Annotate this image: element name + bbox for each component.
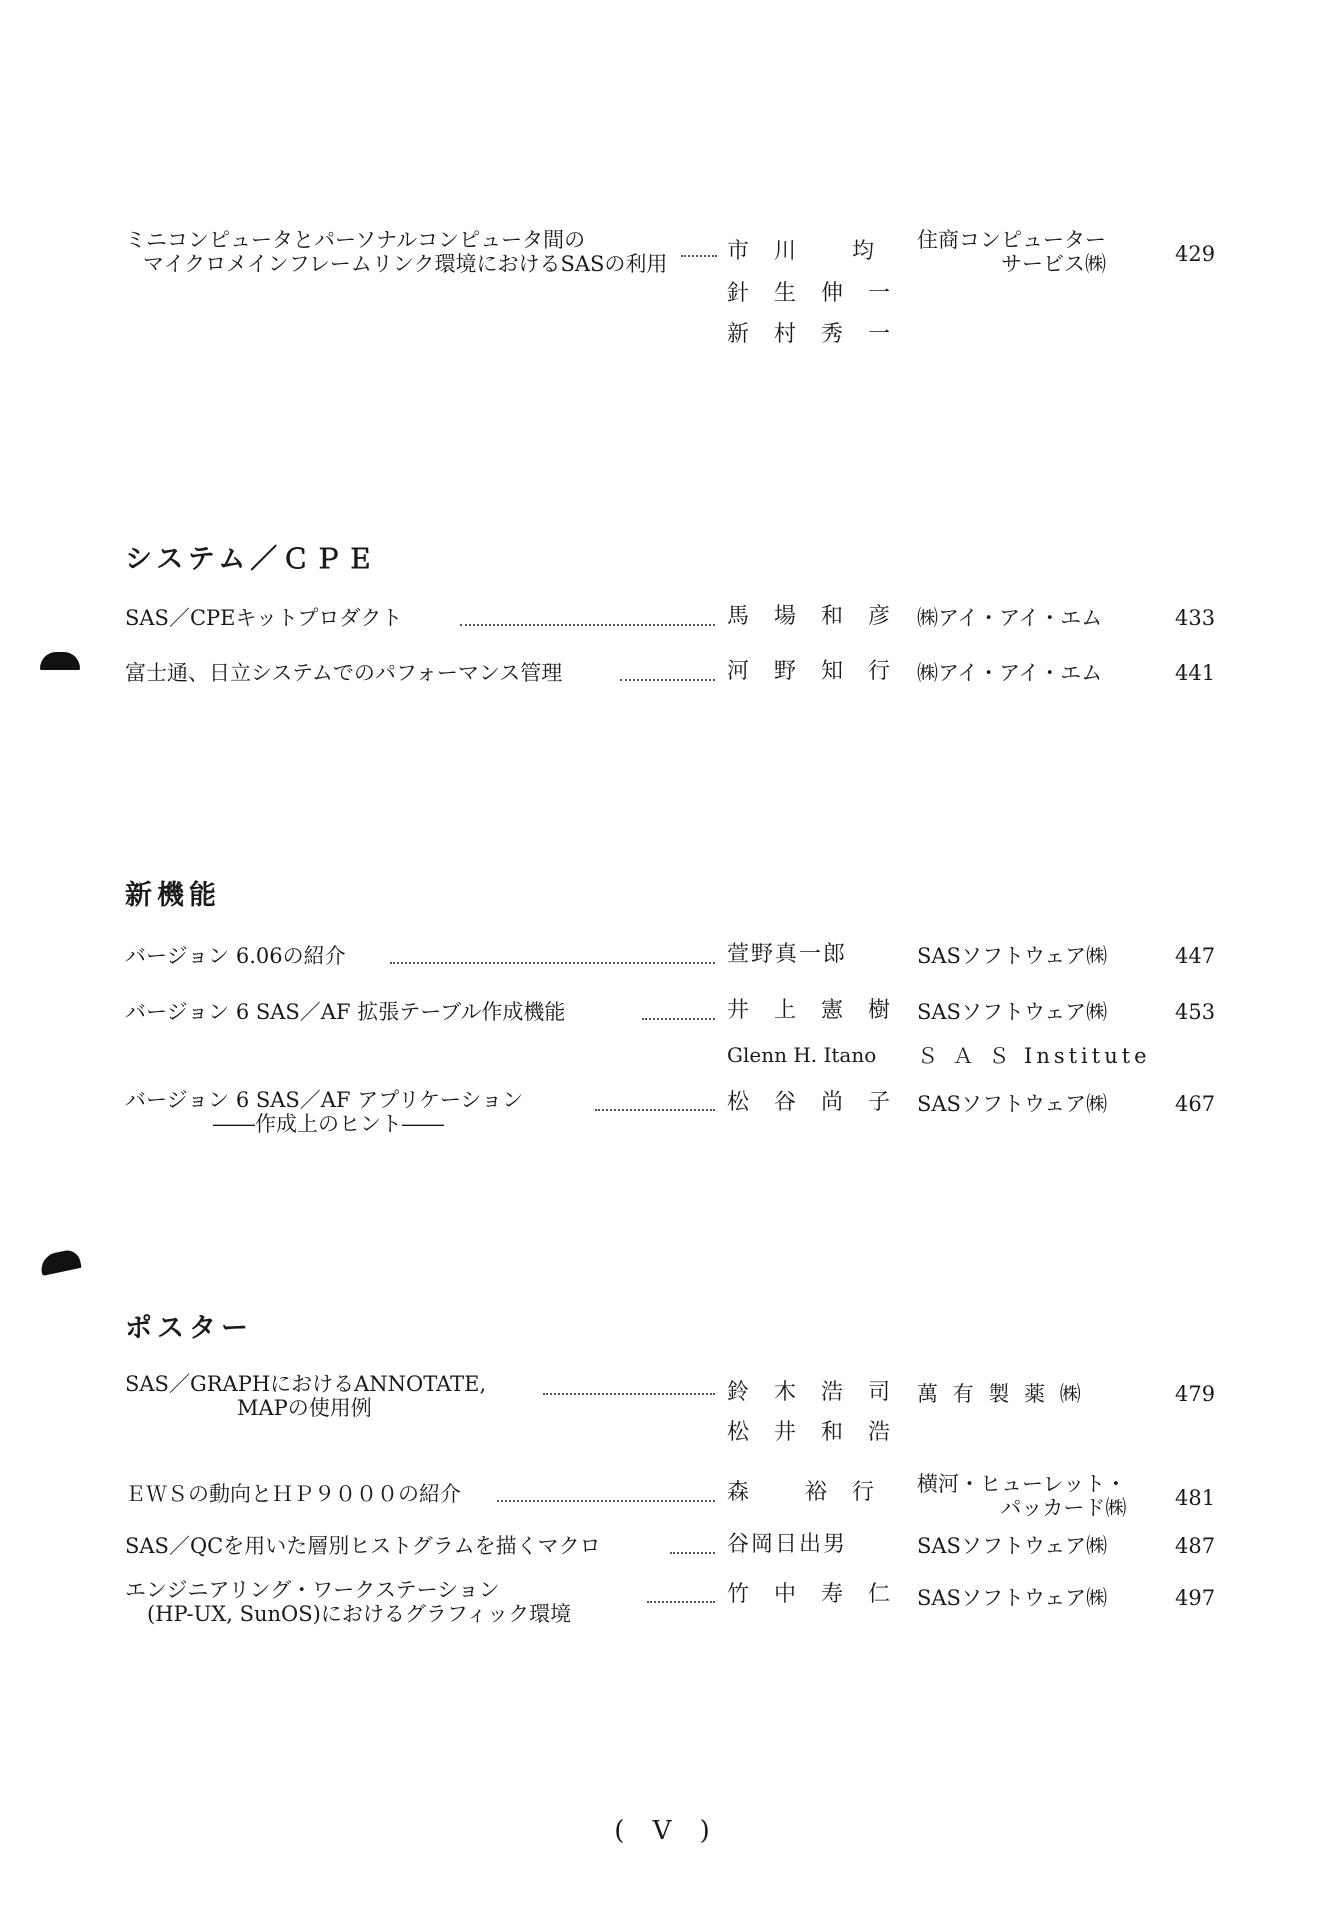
leader-dots <box>620 679 715 681</box>
entry-title: バージョン 6 SAS／AF 拡張テーブル作成機能 <box>125 1000 566 1024</box>
entry-organization-line1: 住商コンピューター <box>917 228 1106 252</box>
entry-author: 松 井 和 浩 <box>727 1420 899 1445</box>
entry-organization: SASソフトウェア㈱ <box>917 1092 1108 1116</box>
entry-title-line2: ――作成上のヒント―― <box>213 1112 444 1136</box>
entry-page-number: 467 <box>1175 1092 1216 1116</box>
section-heading: ポスター <box>125 1313 253 1344</box>
entry-title-line1: SAS／GRAPHにおけるANNOTATE, <box>125 1372 487 1396</box>
entry-author: 井 上 憲 樹 <box>727 998 899 1023</box>
entry-title: SAS／CPEキットプロダクト <box>125 606 403 630</box>
entry-author: 新 村 秀 一 <box>727 322 899 347</box>
leader-dots <box>595 1109 715 1111</box>
entry-organization: SASソフトウェア㈱ <box>917 1000 1108 1024</box>
entry-organization-line2: サービス㈱ <box>1001 252 1106 276</box>
entry-organization: SASソフトウェア㈱ <box>917 944 1108 968</box>
leader-dots <box>497 1500 715 1502</box>
entry-author: 竹 中 寿 仁 <box>727 1582 899 1607</box>
entry-author: 針 生 伸 一 <box>727 281 899 306</box>
leader-dots <box>642 1018 715 1020</box>
entry-title <box>125 1088 523 1136</box>
entry-organization-line1: 横河・ヒューレット・ <box>917 1472 1127 1496</box>
entry-organization <box>917 228 1106 276</box>
entry-author: 萱野真一郎 <box>727 942 848 967</box>
entry-organization: ㈱アイ・アイ・エム <box>917 606 1103 630</box>
entry-page-number: 429 <box>1175 242 1216 266</box>
entry-title <box>125 1578 571 1626</box>
entry-author: 河 野 知 行 <box>727 659 899 684</box>
entry-organization-line2: パッカード㈱ <box>1000 1496 1127 1520</box>
leader-dots <box>460 624 715 626</box>
entry-title <box>125 228 667 276</box>
entry-page-number: 433 <box>1175 606 1216 630</box>
entry-author: 松 谷 尚 子 <box>727 1090 899 1115</box>
entry-page-number: 497 <box>1175 1586 1216 1610</box>
page-folio: ( V ) <box>614 1816 720 1846</box>
entry-author: 森 裕 行 <box>727 1480 883 1505</box>
entry-author: 市 川 均 <box>727 239 883 264</box>
entry-title: 富士通、日立システムでのパフォーマンス管理 <box>125 661 563 685</box>
entry-organization: Ｓ Ａ Ｓ Institute <box>917 1044 1151 1068</box>
entry-author: 鈴 木 浩 司 <box>727 1380 899 1405</box>
entry-title-line1: ミニコンピュータとパーソナルコンピュータ間の <box>125 228 586 252</box>
entry-organization: 萬 有 製 薬 ㈱ <box>917 1382 1085 1406</box>
leader-dots <box>390 962 715 964</box>
leader-dots <box>543 1393 715 1395</box>
entry-title-line1: バージョン 6 SAS／AF アプリケーション <box>125 1088 524 1112</box>
entry-organization: SASソフトウェア㈱ <box>917 1534 1108 1558</box>
entry-page-number: 487 <box>1175 1534 1216 1558</box>
entry-organization <box>917 1472 1126 1520</box>
entry-author: 馬 場 和 彦 <box>727 604 899 629</box>
scan-mark <box>38 1248 81 1276</box>
entry-title <box>125 1372 486 1420</box>
entry-page-number: 479 <box>1175 1382 1216 1406</box>
scan-mark <box>40 652 80 670</box>
leader-dots <box>670 1552 715 1554</box>
leader-dots <box>681 255 717 257</box>
entry-title: バージョン 6.06の紹介 <box>125 944 346 968</box>
leader-dots <box>647 1601 715 1603</box>
entry-page-number: 453 <box>1175 1000 1216 1024</box>
entry-title-line2: MAPの使用例 <box>237 1396 372 1420</box>
entry-organization: SASソフトウェア㈱ <box>917 1586 1108 1610</box>
entry-author: Glenn H. Itano <box>727 1043 877 1067</box>
entry-title-line2: (HP-UX, SunOS)におけるグラフィック環境 <box>147 1602 572 1626</box>
entry-title-line2: マイクロメインフレームリンク環境におけるSASの利用 <box>143 252 668 276</box>
entry-title: SAS／QCを用いた層別ヒストグラムを描くマクロ <box>125 1534 601 1558</box>
entry-author: 谷岡日出男 <box>727 1532 848 1557</box>
entry-page-number: 481 <box>1175 1486 1216 1510</box>
section-heading: システム／ＣＰＥ <box>125 544 379 575</box>
entry-title: ＥＷＳの動向とＨＰ９０００の紹介 <box>125 1482 461 1506</box>
entry-organization: ㈱アイ・アイ・エム <box>917 661 1103 685</box>
entry-page-number: 441 <box>1175 661 1216 685</box>
section-heading: 新機能 <box>125 880 221 911</box>
entry-page-number: 447 <box>1175 944 1216 968</box>
entry-title-line1: エンジニアリング・ワークステーション <box>125 1578 500 1602</box>
